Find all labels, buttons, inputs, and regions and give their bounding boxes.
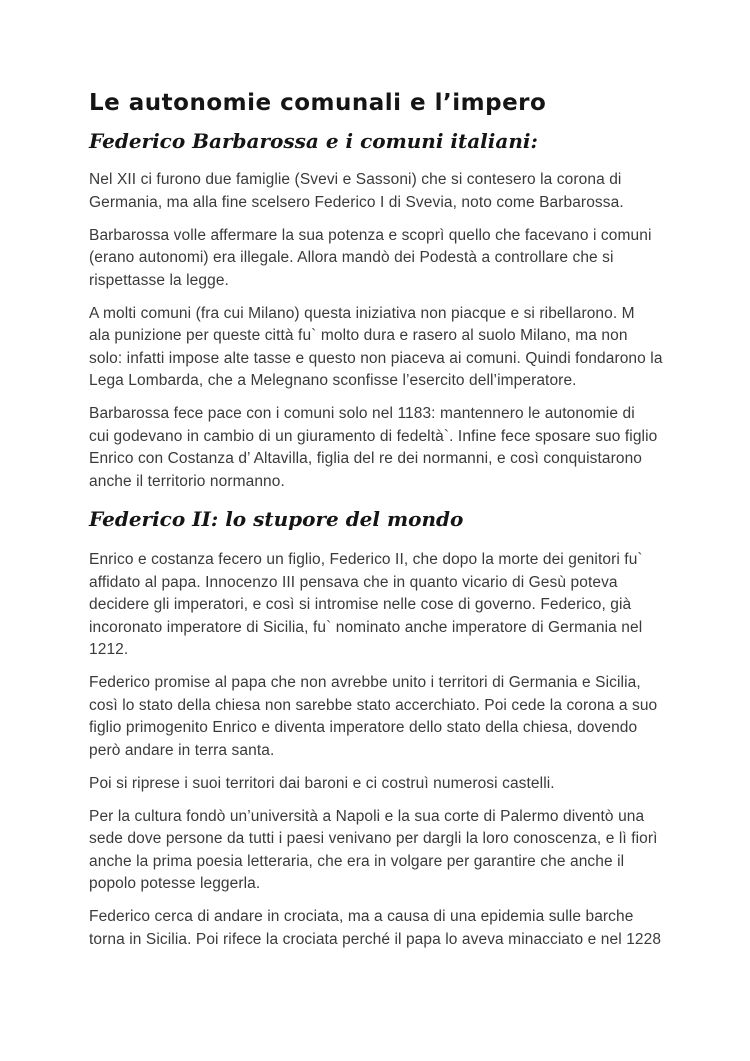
text-line: decidere gli imperatori, e così si intromise nelle cose di governo. Federico, già <box>89 596 632 613</box>
document-title: Le autonomie comunali e l’impero <box>89 90 547 116</box>
text-line: Barbarossa volle affermare la sua potenza e scoprì quello che facevano i comuni <box>89 226 652 244</box>
text-line: rispettasse la legge. <box>89 271 229 289</box>
text-line: Federico promise al papa che non avrebbe unito i territori di Germania e Sicilia, <box>89 674 641 691</box>
text-line: 1212. <box>89 641 129 658</box>
text-line: Poi si riprese i suoi territori dai baroni e ci costruì numerosi castelli. <box>89 774 555 792</box>
text-line: incoronato imperatore di Sicilia, fu` nominato anche imperatore di Germania nel <box>89 618 643 636</box>
paragraph <box>89 672 669 762</box>
text-line: popolo potesse leggerla. <box>89 875 261 892</box>
section-heading: Federico II: lo stupore del mondo <box>89 507 464 531</box>
text-line: anche il territorio normanno. <box>89 472 285 490</box>
text-line: sede dove persone da tutti i paesi venivano per dargli la loro conoscenza, e lì fiorì <box>89 830 658 847</box>
text-line: Nel XII ci furono due famiglie (Svevi e Sassoni) che si contesero la corona di <box>89 171 622 188</box>
paragraph <box>89 906 669 951</box>
text-line: figlio primogenito Enrico e diventa imperatore dello stato della chiesa, dovendo <box>89 719 638 736</box>
text-line: Barbarossa fece pace con i comuni solo nel 1183: mantennero le autonomie di <box>89 405 635 422</box>
text-line: Enrico e costanza fecero un figlio, Federico II, che dopo la morte dei genitori fu` <box>89 551 643 568</box>
text-line: Enrico con Costanza d’ Altavilla, figlia del re dei normanni, e così conquistarono <box>89 450 643 467</box>
text-line: Lega Lombarda, che a Melegnano sconfisse l’esercito dell’imperatore. <box>89 372 577 389</box>
text-line: anche la prima poesia letteraria, che era in volgare per garantire che anche il <box>89 852 625 870</box>
text-line: Federico cerca di andare in crociata, ma a causa di una epidemia sulle barche <box>89 908 634 925</box>
paragraph <box>89 225 669 293</box>
text-line: A molti comuni (fra cui Milano) questa iniziativa non piacque e si ribellarono. M <box>89 304 635 322</box>
text-line: affidato al papa. Innocenzo III pensava che in quanto vicario di Gesù poteva <box>89 573 618 591</box>
document-body <box>89 86 669 951</box>
text-line: ala punizione per queste città fu` molto dura e rasero al suolo Milano, ma non <box>89 327 628 344</box>
text-line: torna in Sicilia. Poi rifece la crociata perché il papa lo aveva minacciato e nel 1228 <box>89 930 662 948</box>
section-federico-ii <box>89 504 669 951</box>
text-line: però andare in terra santa. <box>89 741 275 759</box>
text-line: (erano autonomi) era illegale. Allora mandò dei Podestà a controllare che si <box>89 249 614 266</box>
paragraph <box>89 403 669 493</box>
text-line: solo: infatti impose alte tasse e questo non piaceva ai comuni. Quindi fondarono la <box>89 349 663 367</box>
text-line: così lo stato della chiesa non sarebbe stato accerchiato. Poi cede la corona a suo <box>89 696 658 714</box>
section-heading: Federico Barbarossa e i comuni italiani: <box>89 129 538 153</box>
text-line: Germania, ma alla fine scelsero Federico I di Svevia, noto come Barbarossa. <box>89 193 624 211</box>
section-barbarossa <box>89 126 669 493</box>
paragraph <box>89 549 669 662</box>
text-line: cui godevano in cambio di un giuramento di fedeltà`. Infine fece sposare suo figlio <box>89 427 658 445</box>
paragraph <box>89 773 669 796</box>
paragraph <box>89 806 669 896</box>
text-line: Per la cultura fondò un’università a Napoli e la sua corte di Palermo diventò una <box>89 807 645 825</box>
paragraph <box>89 303 669 393</box>
paragraph <box>89 169 669 214</box>
